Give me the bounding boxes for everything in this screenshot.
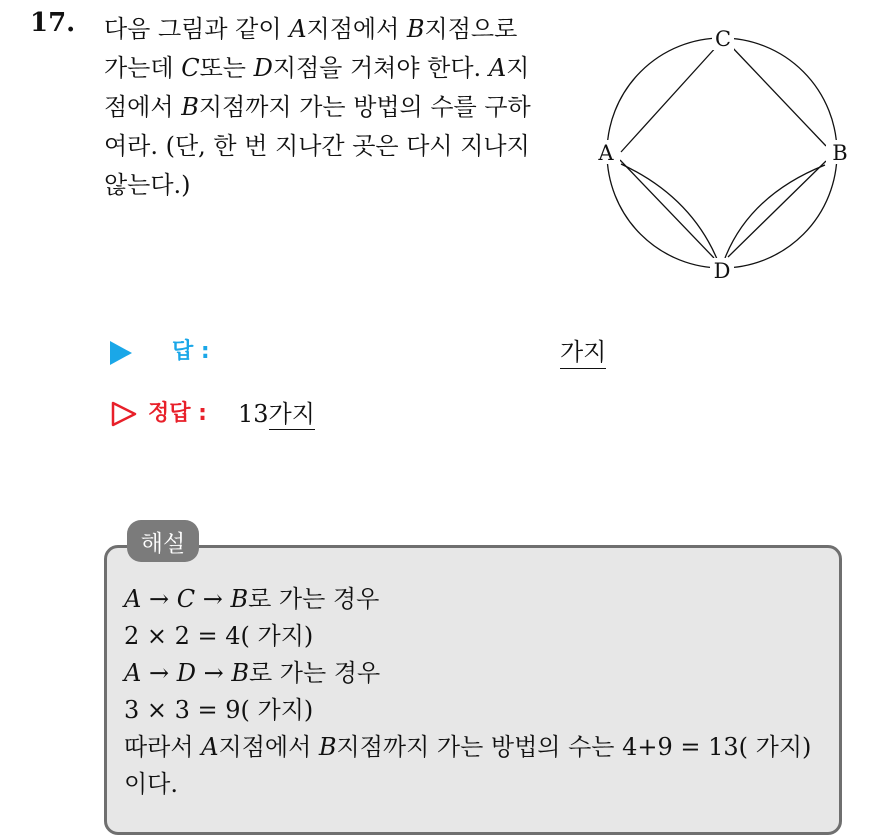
explanation-line [124, 729, 844, 766]
text-segment: 로 가는 경우 [248, 659, 381, 687]
path-d-b-straight [728, 161, 826, 257]
correct-answer-number: 13 [238, 400, 269, 428]
text-segment: 3 × 3 = 9( 가지) [124, 696, 314, 724]
outer-circle [607, 38, 837, 268]
math-variable: C [176, 585, 196, 613]
text-segment: 다음 그림과 같이 [104, 15, 290, 43]
text-segment: → [141, 585, 177, 613]
text-segment: 점에서 [104, 93, 182, 121]
text-segment: 지 [506, 54, 530, 82]
correct-answer-label: 정답 : [148, 401, 207, 426]
explanation-line [124, 655, 844, 692]
path-c-b [730, 45, 826, 146]
explanation-tab: 해설 [127, 520, 199, 562]
correct-answer-value [238, 394, 315, 429]
label-b: B [832, 141, 848, 165]
label-d: D [713, 259, 731, 283]
text-segment: 따라서 [124, 733, 202, 761]
question-line [104, 127, 579, 166]
math-variable: B [230, 585, 249, 613]
text-segment: → [141, 659, 177, 687]
math-variable: B [318, 733, 337, 761]
correct-answer-unit: 가지 [268, 400, 315, 428]
explanation-line [124, 692, 844, 729]
math-variable: D [253, 54, 273, 82]
text-segment: → [195, 659, 232, 687]
math-variable: A [289, 15, 307, 43]
question-line [104, 49, 579, 88]
math-variable: A [201, 733, 219, 761]
label-c: C [714, 27, 732, 51]
math-variable: A [488, 54, 507, 82]
text-segment: → [195, 585, 231, 613]
question-line [104, 166, 579, 205]
text-segment: 2 × 2 = 4( 가지) [124, 622, 314, 650]
math-variable: A [124, 659, 142, 687]
question-text [104, 10, 579, 205]
math-variable: B [181, 93, 199, 121]
answer-row [108, 332, 608, 372]
question-number: 17. [30, 8, 76, 38]
route-diagram [590, 20, 860, 290]
outline-play-icon [110, 400, 138, 428]
text-segment: 지점에서 [306, 15, 407, 43]
text-segment: 또는 [199, 54, 254, 82]
math-variable: B [231, 659, 249, 687]
text-segment: 가는데 [104, 54, 182, 82]
text-segment: 지점으로 [424, 15, 518, 43]
text-segment: 않는다.) [104, 171, 191, 199]
answer-unit: 가지 [560, 332, 606, 369]
explanation-text [124, 581, 844, 803]
text-segment: 지점에서 [218, 733, 319, 761]
question-line [104, 88, 579, 127]
explanation-line [124, 766, 844, 803]
math-variable: B [406, 15, 425, 43]
answer-label: 답 : [172, 339, 210, 364]
text-segment: 지점까지 가는 방법의 수를 구하 [198, 93, 531, 121]
correct-answer-row [108, 394, 608, 434]
math-variable: D [176, 659, 196, 687]
text-segment: 지점까지 가는 방법의 수는 4+9 = 13( 가지) [336, 733, 812, 761]
math-variable: C [181, 54, 200, 82]
text-segment: 지점을 거쳐야 한다. [272, 54, 489, 82]
path-a-d-straight [620, 160, 714, 258]
explanation-line [124, 581, 844, 618]
play-icon [110, 341, 132, 365]
text-segment: 이다. [124, 770, 178, 798]
text-segment: 여라. (단, 한 번 지나간 곳은 다시 지나지 [104, 132, 530, 160]
path-a-c [621, 45, 718, 152]
label-a: A [598, 141, 614, 165]
question-line [104, 10, 579, 49]
text-segment: 로 가는 경우 [248, 585, 380, 613]
explanation-line [124, 618, 844, 655]
math-variable: A [124, 585, 142, 613]
